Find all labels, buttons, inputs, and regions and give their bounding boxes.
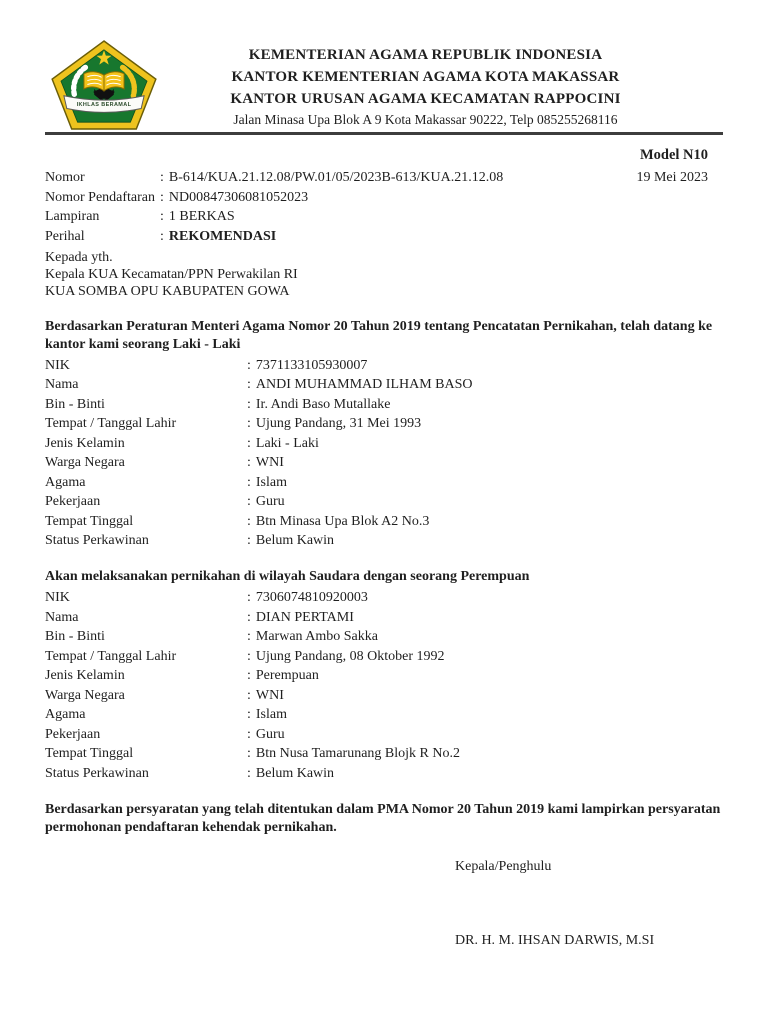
colon: : bbox=[160, 228, 164, 244]
colon: : bbox=[247, 687, 251, 703]
colon: : bbox=[247, 396, 251, 412]
detail-row bbox=[45, 492, 723, 512]
detail-row bbox=[45, 608, 723, 628]
letterhead bbox=[45, 40, 723, 130]
detail-label: Pekerjaan bbox=[45, 494, 101, 510]
header-divider bbox=[45, 132, 723, 135]
detail-value: : Islam bbox=[247, 474, 287, 490]
detail-label: Warga Negara bbox=[45, 455, 125, 471]
detail-value: : WNI bbox=[247, 687, 284, 703]
detail-value: : ANDI MUHAMMAD ILHAM BASO bbox=[247, 377, 473, 393]
colon: : bbox=[247, 668, 251, 684]
detail-value: : 7371133105930007 bbox=[247, 357, 368, 373]
colon: : bbox=[247, 455, 251, 471]
detail-value: : WNI bbox=[247, 455, 284, 471]
detail-row bbox=[45, 375, 723, 395]
detail-row bbox=[45, 666, 723, 686]
detail-row bbox=[45, 725, 723, 745]
kementerian-agama-logo-icon bbox=[50, 40, 158, 130]
bride-details bbox=[45, 588, 723, 783]
meta-value: : B-614/KUA.21.12.08/PW.01/05/2023B-613/KUA.21.12.08 bbox=[160, 170, 504, 185]
colon: : bbox=[160, 209, 164, 224]
detail-label: Jenis Kelamin bbox=[45, 668, 125, 684]
form-model-label: Model N10 bbox=[639, 147, 708, 163]
colon: : bbox=[247, 416, 251, 432]
detail-value: : 7306074810920003 bbox=[247, 590, 368, 606]
detail-value: : Ir. Andi Baso Mutallake bbox=[247, 396, 391, 412]
colon: : bbox=[247, 533, 251, 549]
recipient-salutation: Kepada yth. bbox=[45, 250, 113, 265]
detail-row bbox=[45, 512, 723, 532]
city-office-name: KANTOR KEMENTERIAN AGAMA KOTA MAKASSAR bbox=[231, 69, 620, 85]
detail-row bbox=[45, 627, 723, 647]
recipient-office: KUA SOMBA OPU KABUPATEN GOWA bbox=[45, 283, 290, 299]
letter-date: 19 Mei 2023 bbox=[636, 170, 708, 185]
letter-meta bbox=[45, 168, 723, 246]
detail-value: : Ujung Pandang, 31 Mei 1993 bbox=[247, 416, 422, 432]
closing-paragraph: Berdasarkan persyaratan yang telah ditentukan dalam PMA Nomor 20 Tahun 2019 kami lampirkan persyaratan permohonan pendaftaran kehendak pernikahan. bbox=[45, 802, 721, 835]
colon: : bbox=[160, 189, 164, 205]
detail-value: : Laki - Laki bbox=[247, 435, 319, 451]
detail-value: : Ujung Pandang, 08 Oktober 1992 bbox=[247, 648, 445, 664]
detail-row bbox=[45, 686, 723, 706]
detail-label: Tempat Tinggal bbox=[45, 746, 134, 762]
meta-row-nomor bbox=[45, 168, 723, 188]
meta-row-nomor-pendaftaran bbox=[45, 188, 723, 208]
colon: : bbox=[247, 513, 251, 529]
detail-value: : Marwan Ambo Sakka bbox=[247, 629, 378, 645]
detail-row bbox=[45, 588, 723, 608]
recipient-block bbox=[45, 250, 723, 300]
colon: : bbox=[247, 765, 251, 781]
office-address: Jalan Minasa Upa Blok A 9 Kota Makassar 90222, Telp 085255268116 bbox=[233, 112, 618, 127]
detail-label: Bin - Binti bbox=[45, 629, 105, 645]
district-office-name: KANTOR URUSAN AGAMA KECAMATAN RAPPOCINI bbox=[230, 91, 621, 107]
meta-row-perihal bbox=[45, 227, 723, 247]
meta-value: : REKOMENDASI bbox=[160, 228, 277, 244]
detail-value: : Guru bbox=[247, 494, 285, 510]
detail-value: : Btn Nusa Tamarunang Blojk R No.2 bbox=[247, 746, 460, 762]
colon: : bbox=[247, 707, 251, 723]
meta-label: Perihal bbox=[45, 228, 85, 244]
detail-row bbox=[45, 414, 723, 434]
detail-label: Tempat / Tanggal Lahir bbox=[45, 416, 177, 432]
colon: : bbox=[247, 494, 251, 510]
detail-value: : Islam bbox=[247, 707, 287, 723]
detail-row bbox=[45, 705, 723, 725]
colon: : bbox=[247, 474, 251, 490]
signer-title: Kepala/Penghulu bbox=[455, 859, 552, 875]
signature-block bbox=[455, 858, 723, 950]
meta-label: Nomor Pendaftaran bbox=[45, 189, 156, 205]
detail-row bbox=[45, 647, 723, 667]
detail-row bbox=[45, 531, 723, 551]
meta-label: Nomor bbox=[45, 170, 85, 185]
detail-label: Warga Negara bbox=[45, 687, 125, 703]
detail-label: Agama bbox=[45, 707, 86, 723]
intro-paragraph: Berdasarkan Peraturan Menteri Agama Nomor 20 Tahun 2019 tentang Pencatatan Pernikahan, telah datang ke kantor kami seorang Laki - Laki bbox=[45, 319, 713, 352]
detail-row bbox=[45, 473, 723, 493]
meta-value: : ND00847306081052023 bbox=[160, 189, 309, 205]
colon: : bbox=[247, 435, 251, 451]
colon: : bbox=[247, 609, 251, 625]
detail-value: : Belum Kawin bbox=[247, 765, 335, 781]
ministry-logo-svg bbox=[50, 40, 158, 130]
detail-label: Tempat Tinggal bbox=[45, 513, 134, 529]
detail-row bbox=[45, 395, 723, 415]
detail-label: Tempat / Tanggal Lahir bbox=[45, 648, 177, 664]
detail-row bbox=[45, 356, 723, 376]
bride-section-heading: Akan melaksanakan pernikahan di wilayah Saudara dengan seorang Perempuan bbox=[45, 568, 530, 584]
detail-value: : Perempuan bbox=[247, 668, 319, 684]
colon: : bbox=[247, 629, 251, 645]
recipient-title: Kepala KUA Kecamatan/PPN Perwakilan RI bbox=[45, 266, 298, 282]
colon: : bbox=[247, 590, 251, 606]
colon: : bbox=[247, 726, 251, 742]
groom-details bbox=[45, 356, 723, 551]
meta-label: Lampiran bbox=[45, 209, 100, 224]
colon: : bbox=[247, 746, 251, 762]
detail-label: Nama bbox=[45, 609, 79, 625]
meta-row-lampiran bbox=[45, 207, 723, 227]
detail-label: Pekerjaan bbox=[45, 726, 101, 742]
detail-label: NIK bbox=[45, 357, 70, 373]
colon: : bbox=[247, 377, 251, 393]
signer-name: DR. H. M. IHSAN DARWIS, M.SI bbox=[455, 933, 655, 949]
ministry-name: KEMENTERIAN AGAMA REPUBLIK INDONESIA bbox=[248, 47, 603, 63]
detail-value: : DIAN PERTAMI bbox=[247, 609, 354, 625]
detail-row bbox=[45, 764, 723, 784]
detail-row bbox=[45, 453, 723, 473]
detail-label: Status Perkawinan bbox=[45, 765, 149, 781]
detail-value: : Belum Kawin bbox=[247, 533, 335, 549]
detail-label: Jenis Kelamin bbox=[45, 435, 125, 451]
detail-row bbox=[45, 434, 723, 454]
detail-value: : Guru bbox=[247, 726, 285, 742]
detail-label: Status Perkawinan bbox=[45, 533, 149, 549]
detail-value: : Btn Minasa Upa Blok A2 No.3 bbox=[247, 513, 430, 529]
colon: : bbox=[160, 170, 164, 185]
detail-row bbox=[45, 744, 723, 764]
meta-value: : 1 BERKAS bbox=[160, 209, 235, 224]
colon: : bbox=[247, 648, 251, 664]
detail-label: Nama bbox=[45, 377, 79, 393]
colon: : bbox=[247, 357, 251, 373]
ribbon-text: IKHLAS BERAMAL bbox=[76, 102, 132, 109]
letterhead-text bbox=[158, 40, 723, 129]
detail-label: Bin - Binti bbox=[45, 396, 105, 412]
detail-label: NIK bbox=[45, 590, 70, 606]
detail-label: Agama bbox=[45, 474, 86, 490]
